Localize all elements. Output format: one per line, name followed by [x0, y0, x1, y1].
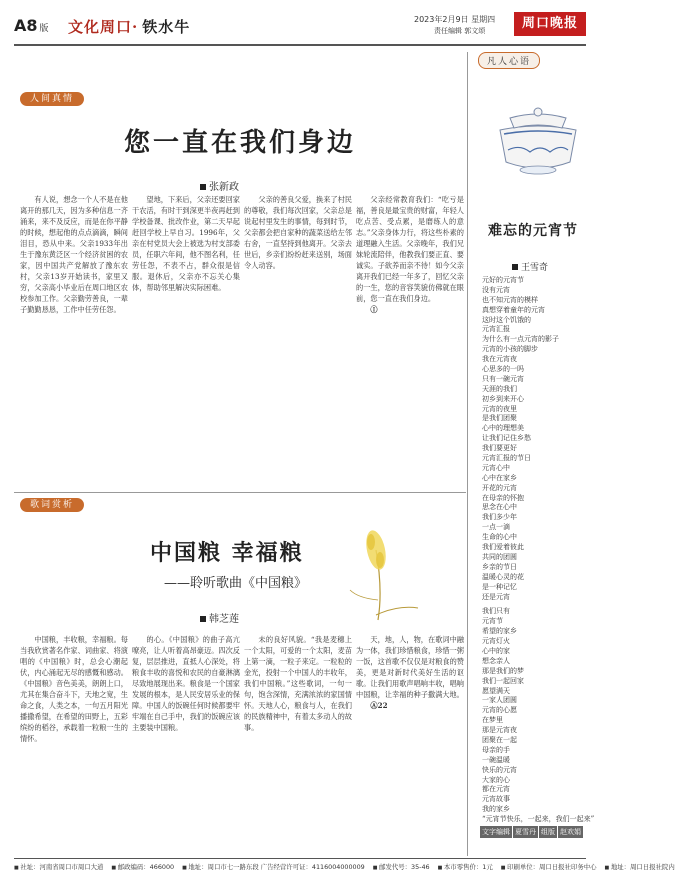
poem-line: 开花的元宵 — [482, 483, 517, 492]
poem-line: 乡亲的节日 — [482, 562, 517, 571]
poem-line: 一碗温暖 — [482, 755, 510, 764]
byline-square-icon — [200, 616, 206, 622]
poem-line: 我们只有 — [482, 607, 510, 616]
poem-line: 大家的心 — [482, 775, 510, 784]
poem-line: 元好的元宵节 — [482, 276, 524, 284]
poem-line: 我们一起回家 — [482, 676, 524, 685]
poem-line: 元宵灯火 — [482, 637, 510, 646]
byline-square-icon — [512, 264, 518, 270]
poem-line: “元宵节快乐，一起来，我们一起来” — [482, 815, 595, 824]
poem-line: 让我们记住乡愁 — [482, 434, 531, 443]
poem-line: 元宵的小孩的脚步 — [482, 345, 538, 354]
poem-line: 在梦里 — [482, 716, 503, 725]
poem-line: 那是元宵夜 — [482, 726, 517, 735]
wheat-illustration — [338, 520, 448, 630]
article1-title: 您一直在我们身边 — [123, 128, 356, 158]
article2-end-mark: Ⓐ22 — [370, 701, 388, 710]
poem-line: 一点一滴 — [482, 523, 510, 532]
poem-line: 元宵节 — [482, 617, 503, 626]
poem-line: 这时这个饥饿的 — [482, 315, 531, 324]
poem-line: 团聚在一起 — [482, 735, 517, 744]
editor-stamp — [480, 826, 584, 838]
page-number: A8 版 — [14, 16, 49, 35]
poem-author: 王雪奇 — [512, 260, 548, 273]
masthead-rule — [14, 44, 586, 46]
poem-line: 元宵故事 — [482, 795, 510, 804]
poem-line: 天涯的我们 — [482, 384, 517, 393]
poem-line: 共同的团圆 — [482, 552, 517, 561]
article1-column-4: 父亲经常教育我们：“吃亏是福，善良是最宝贵的财富，年轻人吃点苦、受点累，是磨练人的意志。”父亲身体力行，将这些朴素的道理融入生活。父亲晚年，我们兄妹轮流陪伴，他教我们要正直、要诚实。子欲养而亲不待！如今父亲离开我们已经一年多了，回忆父亲的一生，您的音容笑貌仿佛就在眼前，您一直在我们身边。 Ⓘ — [356, 195, 464, 314]
article2-subtitle: ——聆听歌曲《中国粮》 — [164, 576, 308, 591]
poem-line: 初乡到来开心 — [482, 394, 524, 403]
poem-line: 心中的家 — [482, 646, 510, 655]
section-subtitle: 铁水牛 — [142, 18, 191, 36]
poem-line: 我们多少年 — [482, 513, 517, 522]
layout-stamp-label: 组版 — [541, 828, 555, 836]
poem-line: 还是元宵 — [482, 592, 510, 601]
poem-title: 难忘的元宵节 — [488, 223, 578, 239]
poem-line: 那是我们的梦 — [482, 666, 524, 675]
footer — [14, 862, 675, 871]
editor-stamp-label: 文字编辑 — [482, 828, 510, 836]
poem-line: 是一种记忆 — [482, 582, 517, 591]
poem-line: 我的家乡 — [482, 805, 510, 814]
poem-line: 快乐的元宵 — [482, 765, 517, 774]
footer-rule — [14, 858, 586, 859]
poem-line: 在母亲的怀抱 — [482, 493, 524, 502]
yuanxiao-bowl-illustration — [490, 70, 586, 220]
poem-line: 愿望满天 — [482, 686, 510, 695]
poem-body — [482, 276, 595, 825]
poem-line: 温暖心灵的花 — [482, 572, 524, 581]
layout-stamp-name: 赵欢娟 — [560, 828, 581, 836]
poem-line: 只有一碗元宵 — [482, 374, 524, 383]
article1-column-2: 望地，下来后，父亲还要回家干农活，有时干到深更半夜再赶到学校备课、批改作业，第二天早起赶回学校上早自习。1996年，父亲在村党员大会上被选为村支部委员，任职六年间，他不图名利，任劳任怨，不表不占，群众很是信服。退休后，父亲亦不忘关心集体，帮助邻里解决实际困难。 — [132, 195, 240, 292]
poem-line: 思念在心中 — [482, 503, 517, 512]
article2-column-2: 的心。《中国粮》的曲子高亢嘹亮，让人听着高昂豪迈。四次反复，层层推进，直抵人心深处，将粮食丰收的喜悦和农民的自豪淋漓尽致地展现出来。粮食是一个国家发展的根本，是人民安居乐业的保障。中国人的饭碗任何时候都要牢牢端在自己手中，我们的饭碗应该主要装中国粮。 — [132, 635, 240, 732]
poem-line: 希望的家乡 — [482, 627, 517, 636]
poem-line: 为什么有一点元宵的影子 — [482, 335, 559, 344]
poem-line: 一家人团圆 — [482, 696, 517, 705]
article1-byline: 张新政 — [200, 178, 239, 193]
footer-item: ■ 本市零售价：1元 — [438, 862, 493, 871]
masthead — [14, 10, 586, 44]
page-suffix: 版 — [39, 24, 49, 34]
section-title: 文化周口· 铁水牛 — [68, 18, 191, 36]
newspaper-logo: 周口晚报 — [514, 12, 586, 36]
article2-column-4: 天，地，人，物，在歌词中融为一体，我们珍惜粮食，珍惜一粥一饭，这首歌不仅仅是对粮食的赞美，更是对新时代美好生活的讴歌。让我们用歌声唱响丰收，唱响中国粮，让幸福的种子撒满大地。 Ⓐ22 — [356, 635, 464, 710]
article1-column-3: 父亲的善良父爱，换来了村民的尊敬，我们每次回家，父亲总是说起村里发生的事情，每到时节，父亲都会把自家种的蔬菜送给左邻右舍，一直坚持到他离开。父亲去世后，乡亲们纷纷赶来送别，场面令人动容。 — [244, 195, 352, 270]
footer-item: ■ 社址：河南省周口市周口大道 — [14, 862, 103, 871]
poem-line: 是我们团聚 — [482, 414, 517, 423]
editor-stamp-name: 夏雪丹 — [515, 828, 536, 836]
issue-date: 2023年2月9日 星期四 — [414, 15, 496, 24]
poem-line: 真想穿着童年的元宵 — [482, 305, 545, 314]
column-tag-gesongshangxi: 歌词赏析 — [20, 498, 84, 512]
footer-item: ■ 地址：周口市七一路东段 广告经营许可证：4116004000009 — [182, 862, 365, 871]
poem-line: 我在元宵夜 — [482, 355, 517, 364]
poem-line: 都在元宵 — [482, 785, 510, 794]
column-tag-renjianqing: 人间真情 — [20, 92, 84, 106]
article-divider — [14, 492, 466, 493]
poem-line: 我们要更好 — [482, 444, 517, 453]
column-tag-fanrenxinyu: 凡人心语 — [478, 52, 540, 69]
article1-end-mark: Ⓘ — [370, 305, 378, 314]
poem-line: 我们爱着彼此 — [482, 543, 524, 552]
poem-line: 心思多的一吗 — [482, 365, 524, 374]
footer-item: ■ 邮政编码：466000 — [111, 862, 174, 871]
poem-line: 心中的理想美 — [482, 424, 524, 433]
poem-line: 没有元宵 — [482, 285, 510, 294]
article2-column-1: 中国粮，丰收粮，幸福粮。每当我欣赏著名作家、词曲家、将演唱的《中国粮》时，总会心潮起伏，内心涌起无尽的感慨和感动。《中国粮》音色美美，朗朗上口，尤其在集合奋斗下，天地之宽，生命之食，人类之本，一句五月阳光播撒希望，在希望的田野上，五彩缤纷的稻谷，承载着一粒粮一生的情怀。 — [20, 635, 128, 743]
poem-line: 生命的心中 — [482, 533, 517, 542]
poem-line: 元宵汇报的节日 — [482, 454, 531, 463]
sidebar-divider — [467, 52, 468, 856]
editor-credit: 责任编辑 郭文颂 — [434, 27, 486, 35]
poem-line: 也不知元宵的模样 — [482, 295, 538, 304]
poem-line: 想念亲人 — [482, 656, 510, 665]
article2-title: 中国粮 幸福粮 — [150, 540, 304, 566]
footer-item: ■ 邮发代号：35-46 — [373, 862, 430, 871]
poem-line: 元宵的夜里 — [482, 404, 517, 413]
poem-line: 元宵心中 — [482, 463, 510, 472]
poem-line: 元宵的心愿 — [482, 706, 517, 715]
poem-line: 母亲的手 — [482, 745, 510, 754]
footer-item: ■ 地址：周口日报社院内 — [605, 862, 675, 871]
footer-item: ■ 印刷单位：周口日报社印务中心 — [501, 862, 597, 871]
byline-square-icon — [200, 184, 206, 190]
poem-line: 心中在家乡 — [482, 473, 517, 482]
article2-column-3: 未的良好风貌。“我是麦穗上一个太阳，可爱的一个太阳，麦苗上第一滴，一粒子来定。一粒粒的金光，投射一个中国人的丰收年，我们中国粮。”这些歌词，一句一句，饱含深情，充满浓浓的家国情怀。天地人心，粮食与人，在我们的民族精神中，有着太多动人的故事。 — [244, 635, 352, 732]
poem-line: 元宵汇报 — [482, 325, 510, 334]
article2-byline: 韩芝莲 — [200, 610, 239, 625]
article1-column-1: 有人说，想念一个人不是在他离开的那几天，因为多种信息一齐涌来，来不及反应，而是在你平静的时候，想起他的点点滴滴，瞬间泪目，恐从中来。父亲1933年出生于豫东黄泛区一个经济贫困的农家，因中国共产党解放了豫东农村，父亲13岁开始读书，家里又穷，父亲高小毕业后在周口地区农校参加工作。父亲勤劳善良，一辈子勤勤恳恳，工作中任劳任怨。 — [20, 195, 128, 314]
